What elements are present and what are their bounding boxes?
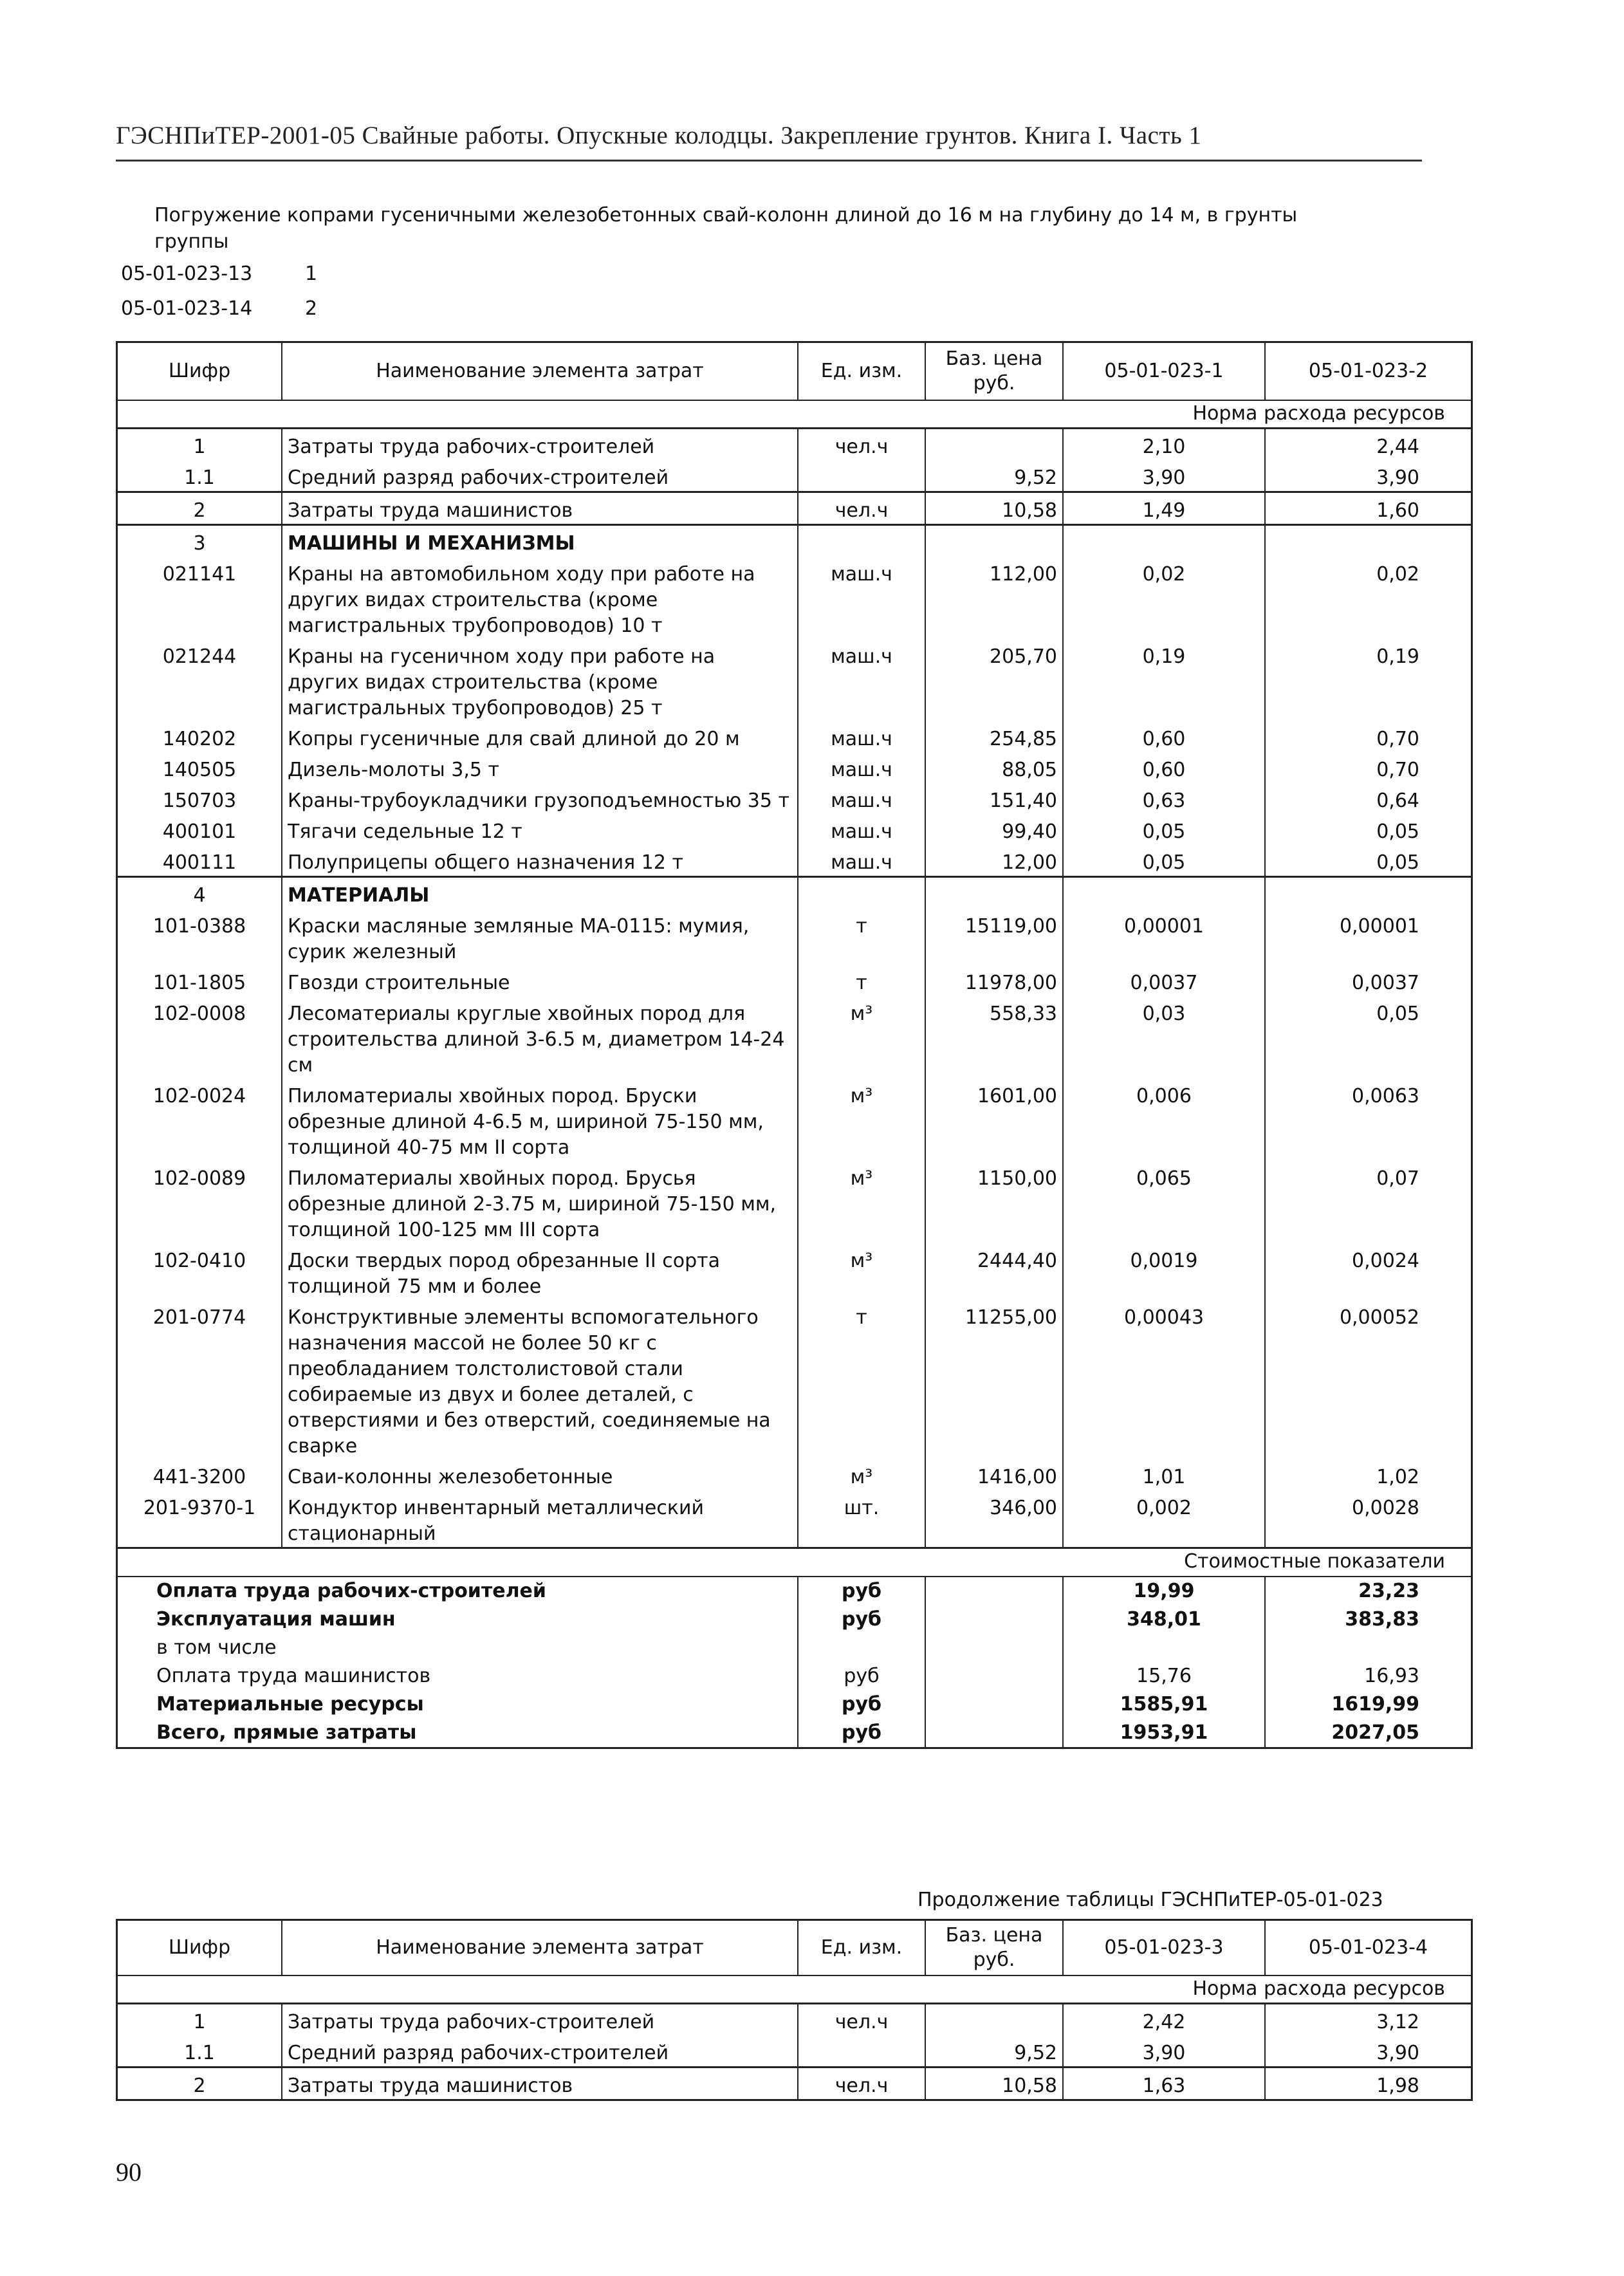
- row-norm-a: 0,0019: [1063, 1243, 1265, 1300]
- totals-unit: руб: [798, 1719, 925, 1748]
- table-1-totals: [117, 1577, 1472, 1748]
- table-row: [117, 996, 1472, 1078]
- resource-table-1: [116, 341, 1473, 1749]
- row-code: 2: [117, 492, 282, 525]
- row-norm-a: 0,00001: [1063, 909, 1265, 965]
- totals-price-blank: [925, 1690, 1063, 1719]
- row-unit: чел.ч: [798, 492, 925, 525]
- col-header-unit: Ед. изм.: [798, 1920, 925, 1975]
- table-row: [117, 909, 1472, 965]
- row-unit: маш.ч: [798, 752, 925, 783]
- totals-value-1: 348,01: [1063, 1605, 1265, 1634]
- row-norm-a: 3,90: [1063, 2035, 1265, 2068]
- row-norm-a: 1,01: [1063, 1459, 1265, 1490]
- row-unit: м³: [798, 1161, 925, 1243]
- row-norm-b: 3,12: [1265, 2004, 1472, 2036]
- row-name: Пиломатериалы хвойных пород. Брусья обрезные длиной 2-3.75 м, шириной 75-150 мм, толщиной 100-125 мм III сорта: [282, 1161, 798, 1243]
- row-name: Краны-трубоукладчики грузоподъемностью 35 т: [282, 783, 798, 814]
- col-header-unit: Ед. изм.: [798, 342, 925, 400]
- table-1-body: [117, 429, 1472, 1548]
- row-unit: [798, 525, 925, 557]
- totals-row: [117, 1577, 1472, 1605]
- norm-label: Норма расхода ресурсов: [117, 1975, 1472, 2004]
- table-row: [117, 1459, 1472, 1490]
- row-price: 112,00: [925, 557, 1063, 639]
- row-name: Копры гусеничные для свай длиной до 20 м: [282, 721, 798, 752]
- totals-value-2: 2027,05: [1331, 1721, 1419, 1744]
- totals-label: Материальные ресурсы: [117, 1690, 798, 1719]
- row-price: 558,33: [925, 996, 1063, 1078]
- row-norm-b: 0,70: [1376, 759, 1419, 781]
- row-name: Гвозди строительные: [282, 965, 798, 996]
- continuation-caption: Продолжение таблицы ГЭСНПиТЕР-05-01-023: [918, 1889, 1383, 1911]
- row-norm-a: 0,02: [1063, 557, 1265, 639]
- totals-value-2: 383,83: [1345, 1607, 1419, 1631]
- row-unit: [798, 460, 925, 492]
- code-number: 05-01-023-13: [121, 263, 253, 285]
- totals-label: Всего, прямые затраты: [117, 1719, 798, 1748]
- row-unit: м³: [798, 1459, 925, 1490]
- norm-label: Норма расхода ресурсов: [117, 400, 1472, 429]
- row-name: Сваи-колонны железобетонные: [282, 1459, 798, 1490]
- running-header: ГЭСНПиТЕР-2001-05 Свайные работы. Опускные колодцы. Закрепление грунтов. Книга I. Часть 1: [116, 122, 1202, 149]
- row-unit: маш.ч: [798, 639, 925, 721]
- table-row: [117, 525, 1472, 557]
- row-unit: м³: [798, 996, 925, 1078]
- row-norm-b: 3,90: [1376, 467, 1419, 489]
- row-norm-b: 3,90: [1376, 2042, 1419, 2064]
- row-norm-b: 0,0063: [1352, 1085, 1419, 1107]
- row-norm-a: 0,19: [1063, 639, 1265, 721]
- row-norm-a: 0,0037: [1063, 965, 1265, 996]
- totals-value-2: 1619,99: [1331, 1692, 1419, 1716]
- row-price: 1150,00: [925, 1161, 1063, 1243]
- row-norm-b: [1265, 877, 1472, 909]
- row-code: 201-9370-1: [117, 1490, 282, 1548]
- row-code: 021244: [117, 639, 282, 721]
- row-unit: маш.ч: [798, 845, 925, 877]
- totals-unit: руб: [798, 1690, 925, 1719]
- table-row: [117, 492, 1472, 525]
- row-price: 1601,00: [925, 1078, 1063, 1161]
- totals-unit: [798, 1634, 925, 1662]
- col-header-price: Баз. цена руб.: [925, 342, 1063, 400]
- row-norm-a: 0,05: [1063, 845, 1265, 877]
- totals-label: Оплата труда машинистов: [117, 1662, 798, 1690]
- table-row: [117, 1161, 1472, 1243]
- row-unit: чел.ч: [798, 2004, 925, 2036]
- row-name: Затраты труда машинистов: [282, 2068, 798, 2100]
- row-unit: чел.ч: [798, 2068, 925, 2100]
- row-norm-b: [1265, 525, 1472, 557]
- row-norm-a: 1,49: [1063, 492, 1265, 525]
- row-code: 140202: [117, 721, 282, 752]
- totals-row: [117, 1605, 1472, 1634]
- row-name: Пиломатериалы хвойных пород. Бруски обрезные длиной 4-6.5 м, шириной 75-150 мм, толщиной 40-75 мм II сорта: [282, 1078, 798, 1161]
- row-unit: м³: [798, 1078, 925, 1161]
- totals-label: Оплата труда рабочих-строителей: [117, 1577, 798, 1605]
- row-norm-a: 0,006: [1063, 1078, 1265, 1161]
- row-name: Лесоматериалы круглые хвойных пород для строительства длиной 3-6.5 м, диаметром 14-24 см: [282, 996, 798, 1078]
- table-row: [117, 783, 1472, 814]
- row-code: 1.1: [117, 460, 282, 492]
- row-unit: маш.ч: [798, 814, 925, 845]
- row-code: 101-1805: [117, 965, 282, 996]
- row-price: 254,85: [925, 721, 1063, 752]
- table-row: [117, 752, 1472, 783]
- row-norm-b: 0,0024: [1352, 1250, 1419, 1272]
- totals-unit: руб: [798, 1577, 925, 1605]
- row-norm-a: 0,00043: [1063, 1300, 1265, 1459]
- row-norm-a: 0,60: [1063, 752, 1265, 783]
- row-norm-b: 0,0028: [1352, 1497, 1419, 1519]
- row-norm-b: 0,0037: [1352, 972, 1419, 994]
- row-name: Краны на автомобильном ходу при работе на других видах строительства (кроме магистральных трубопроводов) 10 т: [282, 557, 798, 639]
- row-price: 10,58: [925, 492, 1063, 525]
- row-price: [925, 877, 1063, 909]
- row-price: 9,52: [925, 2035, 1063, 2068]
- totals-price-blank: [925, 1719, 1063, 1748]
- row-price: 11255,00: [925, 1300, 1063, 1459]
- totals-value-2: 23,23: [1358, 1579, 1419, 1602]
- row-code: 3: [117, 525, 282, 557]
- row-norm-a: [1063, 525, 1265, 557]
- row-norm-a: 3,90: [1063, 460, 1265, 492]
- row-code: 1.1: [117, 2035, 282, 2068]
- row-norm-b: 0,05: [1376, 851, 1419, 874]
- table-row: [117, 721, 1472, 752]
- row-code: 102-0410: [117, 1243, 282, 1300]
- row-name: Затраты труда машинистов: [282, 492, 798, 525]
- row-code: 150703: [117, 783, 282, 814]
- totals-unit: руб: [798, 1662, 925, 1690]
- row-name: Полуприцепы общего назначения 12 т: [282, 845, 798, 877]
- resource-table-2: [116, 1919, 1473, 2101]
- row-price: 99,40: [925, 814, 1063, 845]
- table-row: [117, 877, 1472, 909]
- row-code: 4: [117, 877, 282, 909]
- row-name: Затраты труда рабочих-строителей: [282, 429, 798, 461]
- row-price: 15119,00: [925, 909, 1063, 965]
- row-code: 140505: [117, 752, 282, 783]
- code-group: 2: [305, 297, 318, 320]
- row-price: [925, 429, 1063, 461]
- row-code: 102-0024: [117, 1078, 282, 1161]
- row-unit: [798, 2035, 925, 2068]
- col-header-norm-3: 05-01-023-3: [1063, 1920, 1265, 1975]
- totals-price-blank: [925, 1577, 1063, 1605]
- totals-value-1: 15,76: [1063, 1662, 1265, 1690]
- row-price: 151,40: [925, 783, 1063, 814]
- row-code: 021141: [117, 557, 282, 639]
- table-2-body: [117, 2004, 1472, 2100]
- table-row: [117, 639, 1472, 721]
- row-name: Краны на гусеничном ходу при работе на других видах строительства (кроме магистральных трубопроводов) 25 т: [282, 639, 798, 721]
- row-price: 10,58: [925, 2068, 1063, 2100]
- totals-price-blank: [925, 1634, 1063, 1662]
- row-norm-b: 0,07: [1376, 1167, 1419, 1190]
- totals-value-1: 1953,91: [1063, 1719, 1265, 1748]
- totals-value-1: 1585,91: [1063, 1690, 1265, 1719]
- totals-row: [117, 1662, 1472, 1690]
- col-header-norm-2: 05-01-023-2: [1265, 342, 1472, 400]
- row-norm-b: 0,00001: [1339, 915, 1419, 938]
- totals-label: Эксплуатация машин: [117, 1605, 798, 1634]
- table-row: [117, 2068, 1472, 2100]
- row-code: 201-0774: [117, 1300, 282, 1459]
- row-name: Кондуктор инвентарный металлический стационарный: [282, 1490, 798, 1548]
- row-name: Средний разряд рабочих-строителей: [282, 2035, 798, 2068]
- table-row: [117, 557, 1472, 639]
- totals-value-1: [1063, 1634, 1265, 1662]
- col-header-norm-1: 05-01-023-1: [1063, 342, 1265, 400]
- totals-value-1: 19,99: [1063, 1577, 1265, 1605]
- row-norm-a: 0,05: [1063, 814, 1265, 845]
- row-code: 2: [117, 2068, 282, 2100]
- row-code: 1: [117, 429, 282, 461]
- row-norm-b: 0,64: [1376, 790, 1419, 812]
- totals-unit: руб: [798, 1605, 925, 1634]
- table-row: [117, 1300, 1472, 1459]
- row-unit: т: [798, 909, 925, 965]
- row-norm-b: 1,02: [1376, 1466, 1419, 1488]
- row-unit: м³: [798, 1243, 925, 1300]
- row-unit: шт.: [798, 1490, 925, 1548]
- totals-value-2: [1265, 1634, 1472, 1662]
- table-row: [117, 1078, 1472, 1161]
- table-row: [117, 1490, 1472, 1548]
- row-price: 1416,00: [925, 1459, 1063, 1490]
- row-price: [925, 2004, 1063, 2036]
- row-unit: [798, 877, 925, 909]
- row-norm-b: 0,00052: [1339, 1306, 1419, 1329]
- row-price: 12,00: [925, 845, 1063, 877]
- row-norm-a: 2,10: [1063, 429, 1265, 461]
- table-row: [117, 2035, 1472, 2068]
- row-name: Средний разряд рабочих-строителей: [282, 460, 798, 492]
- code-line: [121, 263, 317, 285]
- table-row: [117, 814, 1472, 845]
- row-norm-b: 1,60: [1265, 492, 1472, 525]
- row-norm-b: 2,44: [1265, 429, 1472, 461]
- row-unit: чел.ч: [798, 429, 925, 461]
- row-code: 102-0008: [117, 996, 282, 1078]
- row-norm-a: 0,60: [1063, 721, 1265, 752]
- code-line: [121, 297, 317, 320]
- cost-label: Стоимостные показатели: [117, 1548, 1472, 1577]
- row-code: 101-0388: [117, 909, 282, 965]
- row-norm-a: 0,002: [1063, 1490, 1265, 1548]
- code-group: 1: [305, 263, 318, 285]
- col-header-code: Шифр: [117, 1920, 282, 1975]
- row-norm-b: 0,05: [1376, 820, 1419, 843]
- row-price: 9,52: [925, 460, 1063, 492]
- row-price: 88,05: [925, 752, 1063, 783]
- totals-row: [117, 1634, 1472, 1662]
- totals-label: в том числе: [117, 1634, 798, 1662]
- row-name: Тягачи седельные 12 т: [282, 814, 798, 845]
- col-header-name: Наименование элемента затрат: [282, 1920, 798, 1975]
- row-unit: маш.ч: [798, 783, 925, 814]
- row-price: 2444,40: [925, 1243, 1063, 1300]
- table-row: [117, 965, 1472, 996]
- row-code: 1: [117, 2004, 282, 2036]
- row-price: 346,00: [925, 1490, 1063, 1548]
- table-row: [117, 2004, 1472, 2036]
- col-header-code: Шифр: [117, 342, 282, 400]
- code-number: 05-01-023-14: [121, 297, 253, 320]
- totals-price-blank: [925, 1662, 1063, 1690]
- row-name: Краски масляные земляные МА-0115: мумия, сурик железный: [282, 909, 798, 965]
- row-name: Конструктивные элементы вспомогательного назначения массой не более 50 кг с преобладанием толстолистовой стали собираемые из двух и более деталей, с отверстиями и без отверстий, соединяемые на сварке: [282, 1300, 798, 1459]
- row-unit: т: [798, 1300, 925, 1459]
- row-name: Доски твердых пород обрезанные II сорта толщиной 75 мм и более: [282, 1243, 798, 1300]
- col-header-price: Баз. цена руб.: [925, 1920, 1063, 1975]
- row-unit: маш.ч: [798, 557, 925, 639]
- row-name: МАШИНЫ И МЕХАНИЗМЫ: [282, 525, 798, 557]
- row-norm-b: 0,02: [1376, 563, 1419, 586]
- row-code: 400101: [117, 814, 282, 845]
- header-rule: [116, 160, 1422, 162]
- col-header-norm-4: 05-01-023-4: [1265, 1920, 1472, 1975]
- row-norm-a: 1,63: [1063, 2068, 1265, 2100]
- table-row: [117, 429, 1472, 461]
- row-name: Затраты труда рабочих-строителей: [282, 2004, 798, 2036]
- row-norm-a: 0,03: [1063, 996, 1265, 1078]
- table-row: [117, 1243, 1472, 1300]
- row-norm-a: 0,065: [1063, 1161, 1265, 1243]
- totals-value-2: 16,93: [1364, 1664, 1419, 1687]
- row-norm-a: [1063, 877, 1265, 909]
- row-code: 102-0089: [117, 1161, 282, 1243]
- row-price: [925, 525, 1063, 557]
- row-norm-b: 0,05: [1376, 1003, 1419, 1025]
- section-intro: Погружение копрами гусеничными железобетонных свай-колонн длиной до 16 м на глубину до 14 м, в грунты группы: [154, 204, 1298, 253]
- row-code: 400111: [117, 845, 282, 877]
- totals-price-blank: [925, 1605, 1063, 1634]
- row-norm-b: 0,70: [1376, 728, 1419, 750]
- row-unit: маш.ч: [798, 721, 925, 752]
- row-norm-a: 2,42: [1063, 2004, 1265, 2036]
- row-code: 441-3200: [117, 1459, 282, 1490]
- totals-row: [117, 1719, 1472, 1748]
- totals-row: [117, 1690, 1472, 1719]
- row-norm-b: 0,19: [1376, 645, 1419, 668]
- table-row: [117, 845, 1472, 877]
- row-norm-b: 1,98: [1265, 2068, 1472, 2100]
- row-price: 11978,00: [925, 965, 1063, 996]
- row-name: Дизель-молоты 3,5 т: [282, 752, 798, 783]
- row-price: 205,70: [925, 639, 1063, 721]
- page-number: 90: [116, 2158, 142, 2187]
- col-header-name: Наименование элемента затрат: [282, 342, 798, 400]
- row-unit: т: [798, 965, 925, 996]
- table-row: [117, 460, 1472, 492]
- row-norm-a: 0,63: [1063, 783, 1265, 814]
- row-name: МАТЕРИАЛЫ: [282, 877, 798, 909]
